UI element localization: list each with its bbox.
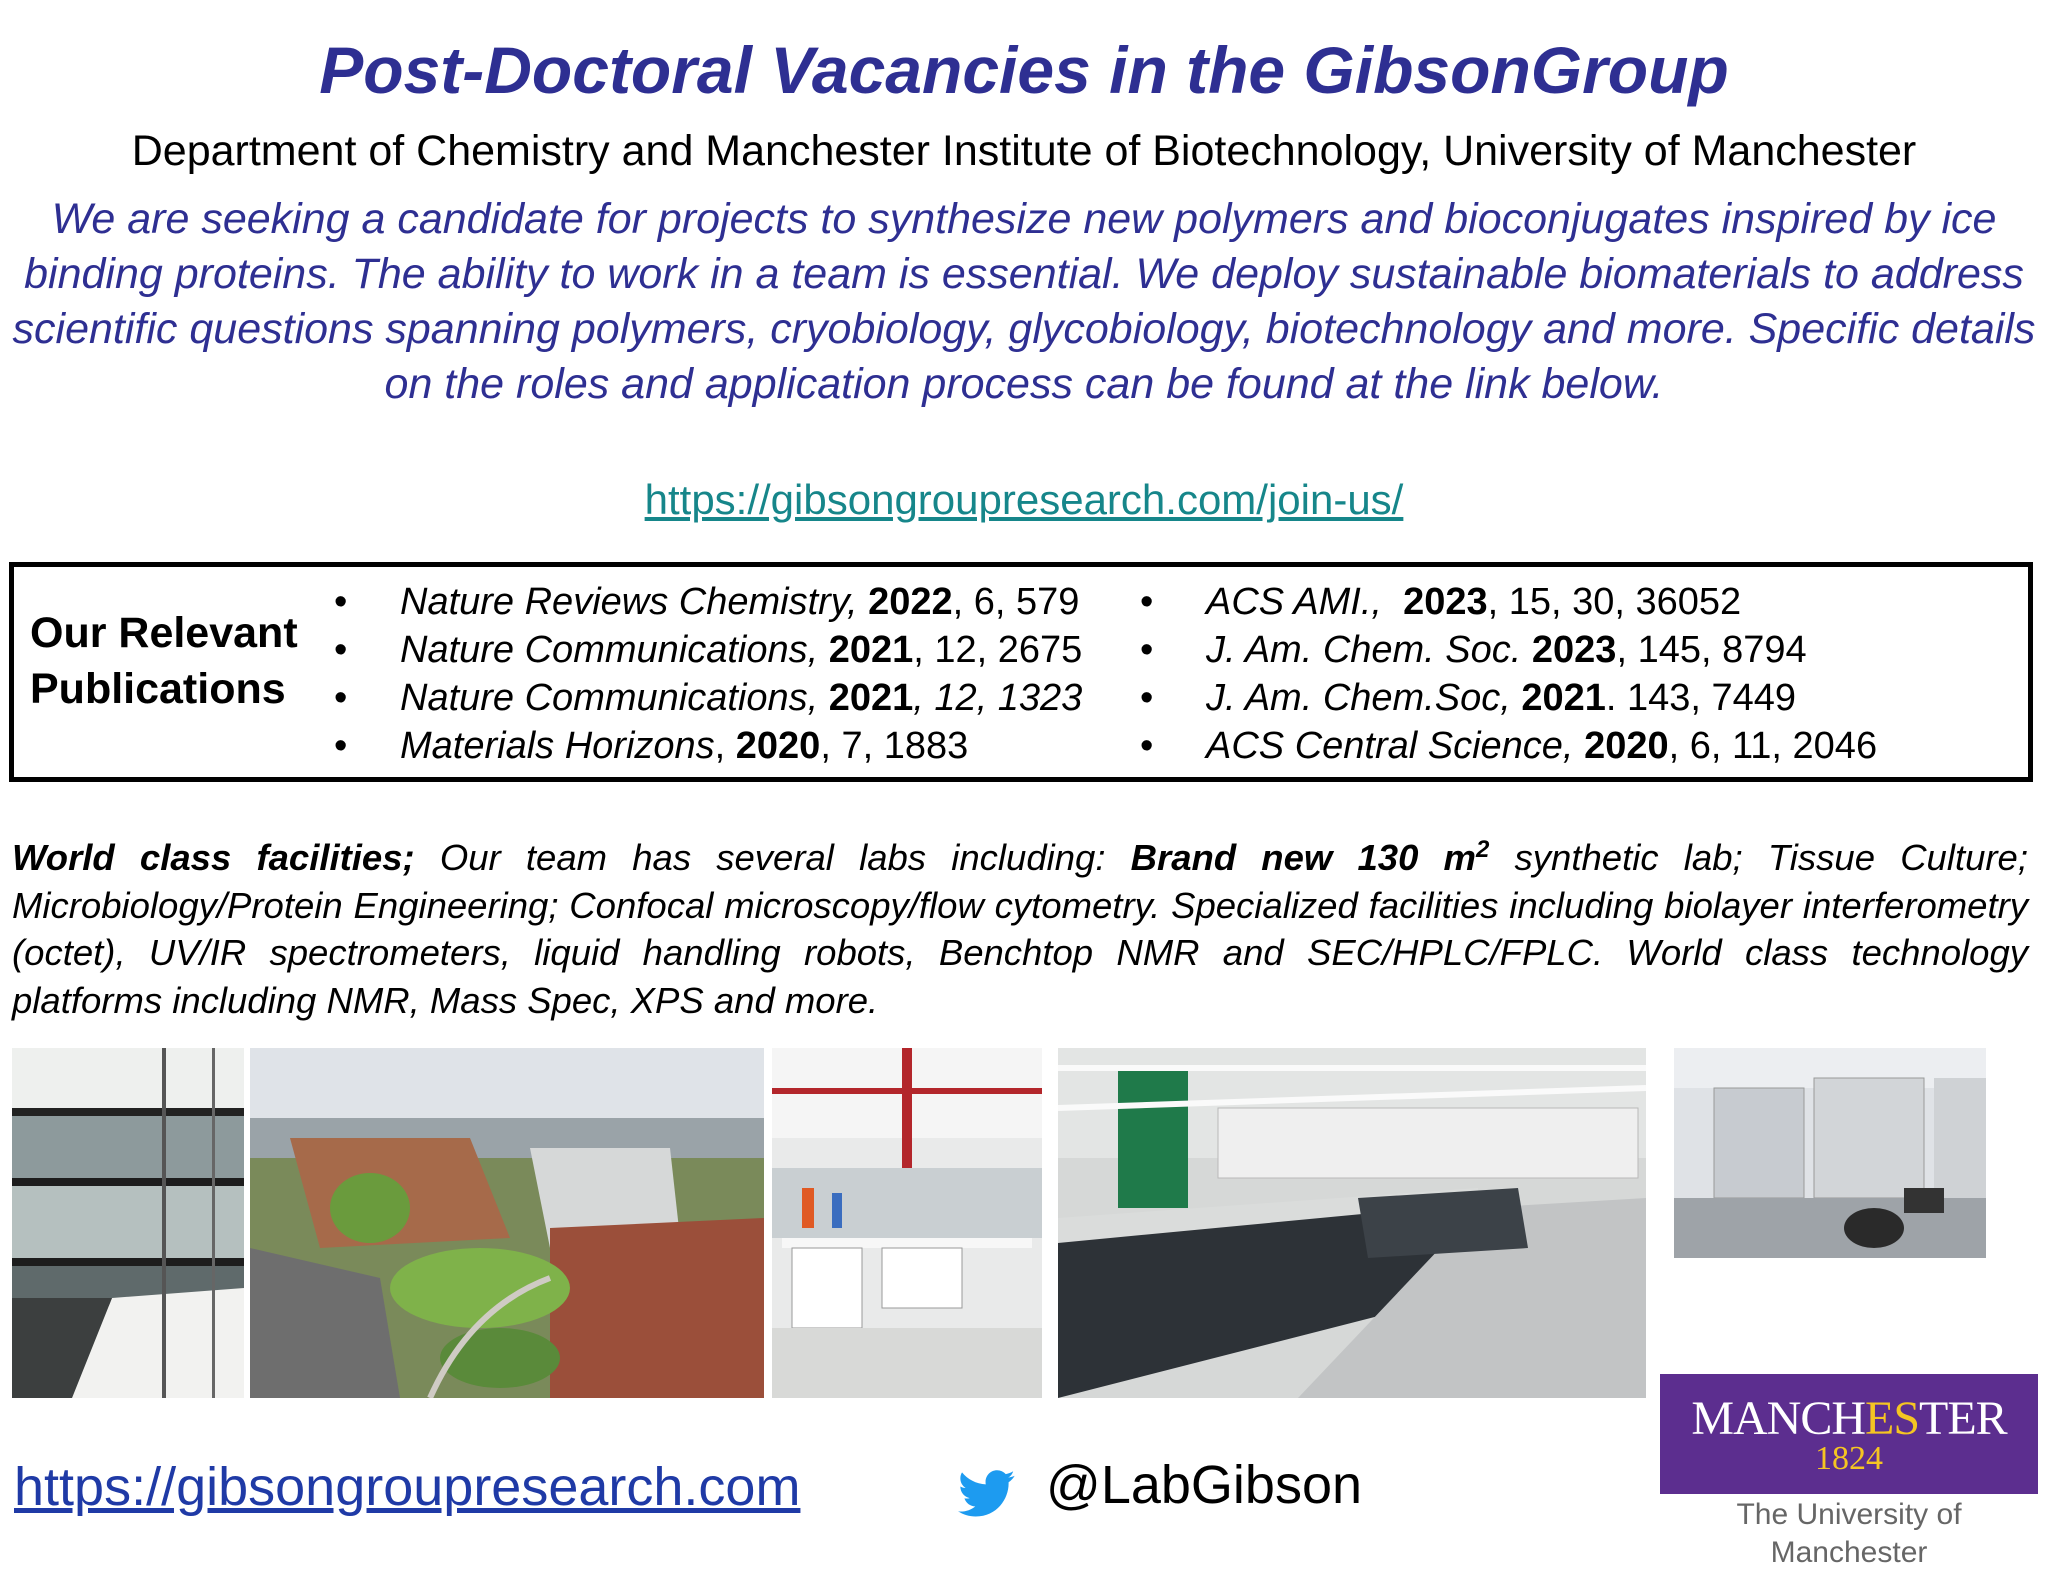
campus-aerial-photo: [250, 1048, 764, 1398]
logo-wordmark: [1660, 1392, 2038, 1446]
publication-journal: J. Am. Chem.Soc,: [1206, 677, 1511, 719]
publication-year: 2021: [1521, 677, 1606, 719]
intro-paragraph: We are seeking a candidate for projects to synthesize new polymers and bioconjugates inspired by ice binding proteins. The ability to work in a team is essential. We deploy sustainable biomaterials to address scientific questions spanning polymers, cryobiology, glycobiology, biotechnology and more. Specific details on the roles and application process can be found at the link below.: [12, 195, 2036, 408]
website-link[interactable]: https://gibsongroupresearch.com: [14, 1457, 801, 1517]
facilities-lead: World class facilities;: [12, 837, 415, 878]
publications-heading-line1: Our Relevant: [30, 609, 298, 657]
publications-heading-line2: Publications: [30, 665, 286, 713]
website-link-wrapper: [14, 1452, 800, 1522]
department-subtitle: Department of Chemistry and Manchester Institute of Biotechnology, University of Manchester: [131, 127, 1917, 175]
publication-item: [334, 578, 1082, 626]
logo-year: 1824: [1815, 1440, 1883, 1477]
bullet: •: [334, 629, 348, 671]
publication-item: [1140, 578, 1877, 626]
publication-journal: ACS Central Science,: [1206, 725, 1574, 767]
publication-year: 2021: [828, 677, 914, 719]
publication-journal: ACS AMI.,: [1206, 581, 1404, 623]
join-us-link[interactable]: https://gibsongroupresearch.com/join-us/: [644, 476, 1404, 523]
publication-journal: Nature Communications,: [400, 629, 819, 671]
publications-heading: [30, 605, 298, 717]
logo-text: MANCH: [1691, 1392, 1865, 1445]
publication-details: , 145, 8794: [1616, 629, 1807, 671]
facilities-text: Our team has several labs including:: [414, 837, 1131, 878]
publication-year: 2020: [735, 725, 821, 767]
publication-details: , 7, 1883: [820, 725, 969, 767]
atrium-photo: [12, 1048, 244, 1398]
facilities-highlight: Brand new 130 m: [1130, 837, 1477, 878]
logo-subtitle: The University of Manchester: [1736, 1498, 1962, 1569]
publication-details: . 143, 7449: [1605, 677, 1797, 719]
superscript: 2: [1476, 835, 1490, 863]
publication-journal: Nature Reviews Chemistry,: [400, 581, 858, 623]
lab-benches-photo: [772, 1048, 1042, 1398]
publication-details: , 12, 2675: [913, 629, 1083, 671]
twitter-handle[interactable]: @LabGibson: [1046, 1455, 1363, 1515]
bullet: •: [1140, 677, 1154, 719]
logo-text: ER: [1947, 1392, 2007, 1445]
publication-item: [334, 626, 1082, 674]
bullet: •: [1140, 581, 1154, 623]
synthetic-lab-photo: [1058, 1048, 1646, 1398]
tissue-culture-photo: [1674, 1048, 1986, 1258]
publication-item: [334, 674, 1082, 722]
publication-details: , 15, 30, 36052: [1487, 581, 1742, 623]
bullet: •: [334, 581, 348, 623]
publication-item: [1140, 626, 1877, 674]
twitter-bird-icon[interactable]: [958, 1470, 1016, 1518]
publication-journal: Nature Communications,: [400, 677, 819, 719]
publication-year: 2021: [828, 629, 914, 671]
publication-item: [1140, 674, 1877, 722]
publication-year: 2023: [1403, 581, 1488, 623]
publication-journal: Materials Horizons: [400, 725, 715, 767]
publication-details: , 6, 579: [952, 581, 1080, 623]
university-logo: [1660, 1374, 2038, 1494]
logo-text: T: [1919, 1392, 1948, 1445]
bullet: •: [334, 725, 348, 767]
facilities-paragraph: [12, 834, 2028, 1024]
publication-year: 2023: [1531, 629, 1617, 671]
publication-item: [1140, 722, 1877, 770]
publication-details: , 6, 11, 2046: [1668, 725, 1878, 767]
bullet: •: [1140, 629, 1154, 671]
publication-details: , 12, 1323: [913, 677, 1083, 719]
publication-item: • Materials Horizons, 2020, 7, 1883: [334, 722, 1082, 770]
join-us-link-wrapper: [0, 472, 2048, 528]
publications-list-right: [1140, 578, 1877, 770]
logo-text-highlight: ES: [1865, 1392, 1920, 1445]
publication-year: 2020: [1584, 725, 1669, 767]
publication-journal: J. Am. Chem. Soc.: [1206, 629, 1522, 671]
publication-year: 2022: [868, 581, 953, 623]
publications-list-left: [334, 578, 1082, 770]
bullet: •: [1140, 725, 1154, 767]
facilities-text-continued: synthetic lab; Tissue Culture; Microbiology/Protein Engineering; Confocal microscopy/flow cytometry. Specialized facilities including biolayer interferometry (octet), UV/IR spectrometers, liquid handling robots, Benchtop NMR and SEC/HPLC/FPLC. World class technology platforms including NMR, Mass Spec, XPS and more.: [12, 837, 2028, 1021]
page-title: Post-Doctoral Vacancies in the GibsonGroup: [319, 33, 1729, 107]
bullet: •: [334, 677, 348, 719]
